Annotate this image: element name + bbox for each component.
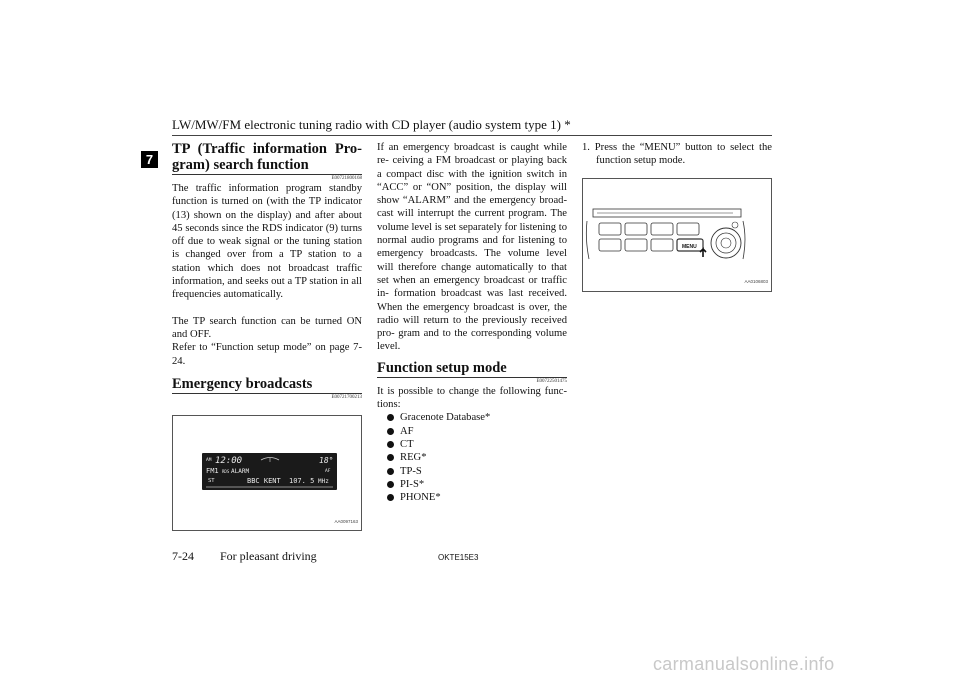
tp-heading: TP (Traffic information Pro- gram) search function (172, 141, 362, 173)
watermark: carmanualsonline.info (653, 654, 835, 674)
footer-page-number: 7-24 (172, 549, 194, 563)
lcd-figure-id: AA0097163 (334, 518, 358, 524)
eject-icon (732, 222, 738, 228)
header-rule (172, 135, 772, 136)
lcd-display (173, 416, 361, 530)
lcd-rds: RDS (222, 468, 230, 474)
list-item: PI-S* (387, 478, 567, 491)
footer-section: For pleasant driving (220, 549, 317, 563)
volume-knob (711, 228, 741, 258)
bullet-icon (387, 454, 394, 461)
eb-heading: Emergency broadcasts (172, 375, 313, 392)
lcd-figure (172, 415, 362, 531)
column-3 (582, 141, 772, 292)
fs-list (377, 411, 567, 504)
preset-button (625, 239, 647, 251)
tp-code: E00721800168 (331, 176, 362, 181)
lcd-st: ST (208, 477, 215, 484)
preset-button (651, 223, 673, 235)
preset-button (651, 239, 673, 251)
bullet-icon (387, 481, 394, 488)
lcd-af: AF (325, 468, 331, 474)
list-item: REG* (387, 451, 567, 464)
menu-button-label: MENU (682, 243, 697, 250)
lcd-time: 12:00 (215, 455, 243, 466)
tp-paragraph-1: The traffic information program standby function is turned on (with the TP indicator (13) shown on the display) and after about 45 seconds since the RDS indicator (9) turns off due to weak signal or the tuning station is changed over from a TP station to a station which does not broadcast traffic information, and seeks out a TP station in all frequencies automatically. (172, 183, 362, 301)
lcd-am: AM (206, 457, 212, 463)
fs-heading: Function setup mode (377, 359, 507, 376)
column-2 (377, 141, 567, 504)
list-item: PHONE* (387, 491, 567, 504)
lcd-temp: 18° (319, 455, 334, 465)
fs-code: E00722501475 (536, 378, 567, 384)
fs-intro: It is possible to change the following func- tions: (377, 385, 567, 411)
preset-button (599, 239, 621, 251)
list-item: AF (387, 425, 567, 438)
preset-button (625, 223, 647, 235)
list-item: Gracenote Database* (387, 411, 567, 424)
lcd-unit: MHz (318, 477, 329, 485)
lcd-station: BBC KENT (247, 476, 281, 485)
radio-figure (582, 178, 772, 292)
arrow-up-icon (700, 249, 706, 257)
lcd-scale-bar (206, 486, 333, 488)
eb-code: E00721700213 (331, 394, 362, 400)
lcd-alarm: ALARM (231, 467, 250, 475)
preset-button (677, 223, 699, 235)
chapter-tab: 7 (141, 151, 158, 168)
list-item: CT (387, 438, 567, 451)
eb-paragraph: If an emergency broadcast is caught while re- ceiving a FM broadcast or playing back a compact disc with the ignition switch in “ACC” or “ON” position, the display will show “ALARM” and the emergency broad- cast will interrupt the current program. The volume level is set separately for listening to normal audio programs and for listening to emergency broadcasts. The volume level will therefore change automatically to that set when an emergency broadcast or traffic in- formation broadcast was last received. When the emergency broadcast is over, the radio will return to the previously received pro- gram and to the corresponding volume level. (377, 142, 567, 353)
list-item: TP-S (387, 465, 567, 478)
column-1 (172, 141, 362, 531)
tp-paragraph-3: Refer to “Function setup mode” on page 7-24. (172, 342, 362, 367)
bullet-icon (387, 441, 394, 448)
lcd-band: FM1 (206, 466, 219, 475)
bullet-icon (387, 414, 394, 421)
radio-unit-illustration (583, 179, 771, 291)
bullet-icon (387, 428, 394, 435)
radio-figure-id: AA0106803 (744, 279, 768, 285)
step-1: 1. Press the “MENU” button to select the function setup mode. (582, 142, 772, 167)
tp-paragraph-2: The TP search function can be turned ON and OFF. (172, 315, 362, 340)
running-header: LW/MW/FM electronic tuning radio with CD player (audio system type 1) * (172, 117, 571, 132)
footer-doc-code: OKTE15E3 (438, 553, 479, 562)
bullet-icon (387, 494, 394, 501)
lcd-freq: 107. 5 (289, 476, 315, 485)
bullet-icon (387, 468, 394, 475)
preset-button (599, 223, 621, 235)
